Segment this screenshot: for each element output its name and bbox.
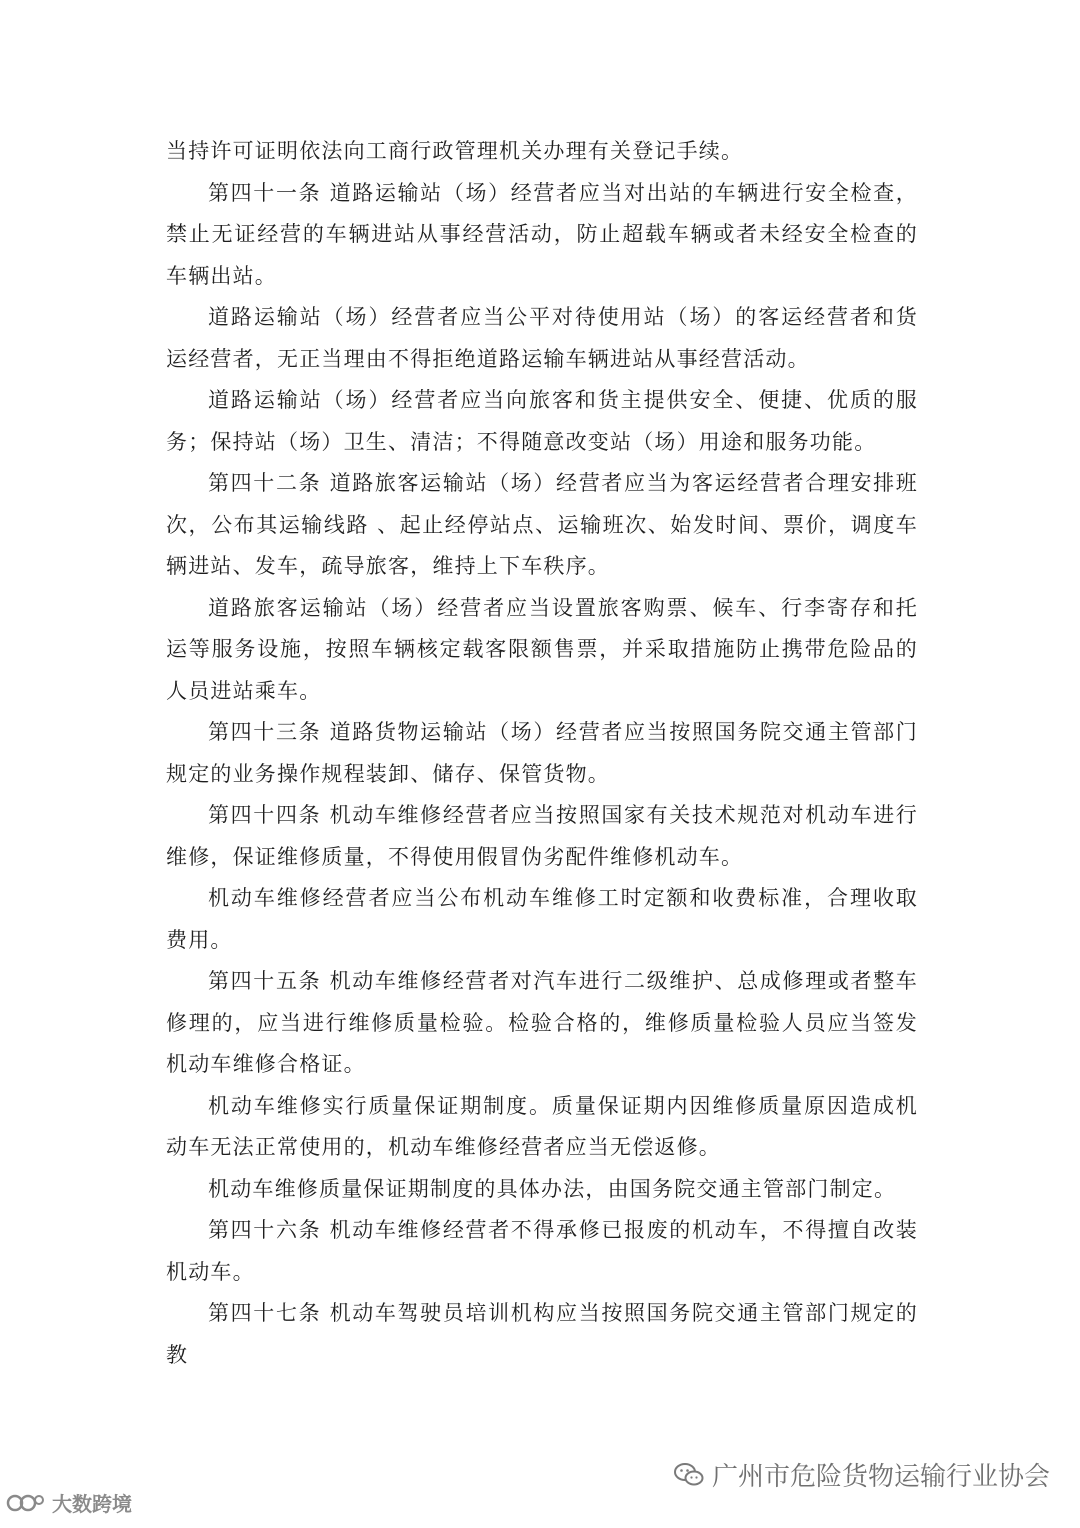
paragraph: 第四十三条 道路货物运输站（场）经营者应当按照国务院交通主管部门规定的业务操作规程装卸、储存、保管货物。 (166, 720, 918, 786)
paragraph: 当持许可证明依法向工商行政管理机关办理有关登记手续。 (166, 139, 744, 163)
paragraph: 道路运输站（场）经营者应当向旅客和货主提供安全、便捷、优质的服务；保持站（场）卫生、清洁；不得随意改变站（场）用途和服务功能。 (166, 388, 918, 454)
body-text (166, 131, 918, 1376)
paragraph: 机动车维修经营者应当公布机动车维修工时定额和收费标准，合理收取费用。 (166, 886, 918, 952)
watermark-account-name: 广州市危险货物运输行业协会 (711, 1462, 1050, 1492)
wechat-watermark (674, 1456, 1050, 1493)
wechat-icon (674, 1462, 704, 1488)
paragraph: 第四十五条 机动车维修经营者对汽车进行二级维护、总成修理或者整车修理的，应当进行维修质量检验。检验合格的，维修质量检验人员应当签发机动车维修合格证。 (166, 969, 918, 1076)
brand-watermark (6, 1488, 132, 1517)
paragraph: 第四十四条 机动车维修经营者应当按照国家有关技术规范对机动车进行维修，保证维修质量，不得使用假冒伪劣配件维修机动车。 (166, 803, 918, 869)
paragraph: 道路旅客运输站（场）经营者应当设置旅客购票、候车、行李寄存和托运等服务设施，按照车辆核定载客限额售票，并采取措施防止携带危险品的人员进站乘车。 (166, 595, 918, 703)
logo-icon (6, 1491, 46, 1515)
paragraph: 机动车维修实行质量保证期制度。质量保证期内因维修质量原因造成机动车无法正常使用的，机动车维修经营者应当无偿返修。 (166, 1093, 918, 1159)
paragraph: 机动车维修质量保证期制度的具体办法，由国务院交通主管部门制定。 (208, 1176, 897, 1201)
paragraph: 第四十一条 道路运输站（场）经营者应当对出站的车辆进行安全检查，禁止无证经营的车辆进站从事经营活动，防止超载车辆或者未经安全检查的车辆出站。 (166, 180, 918, 288)
watermark-brand-name: 大数跨境 (52, 1492, 132, 1516)
paragraph: 第四十七条 机动车驾驶员培训机构应当按照国务院交通主管部门规定的教 (166, 1301, 918, 1367)
paragraph: 第四十六条 机动车维修经营者不得承修已报废的机动车，不得擅自改装机动车。 (166, 1218, 918, 1284)
paragraph: 道路运输站（场）经营者应当公平对待使用站（场）的客运经营者和货运经营者，无正当理由不得拒绝道路运输车辆进站从事经营活动。 (166, 305, 918, 371)
paragraph: 第四十二条 道路旅客运输站（场）经营者应当为客运经营者合理安排班次，公布其运输线路 、起止经停站点、运输班次、始发时间、票价，调度车辆进站、发车，疏导旅客，维持上下车秩序。 (166, 471, 918, 578)
